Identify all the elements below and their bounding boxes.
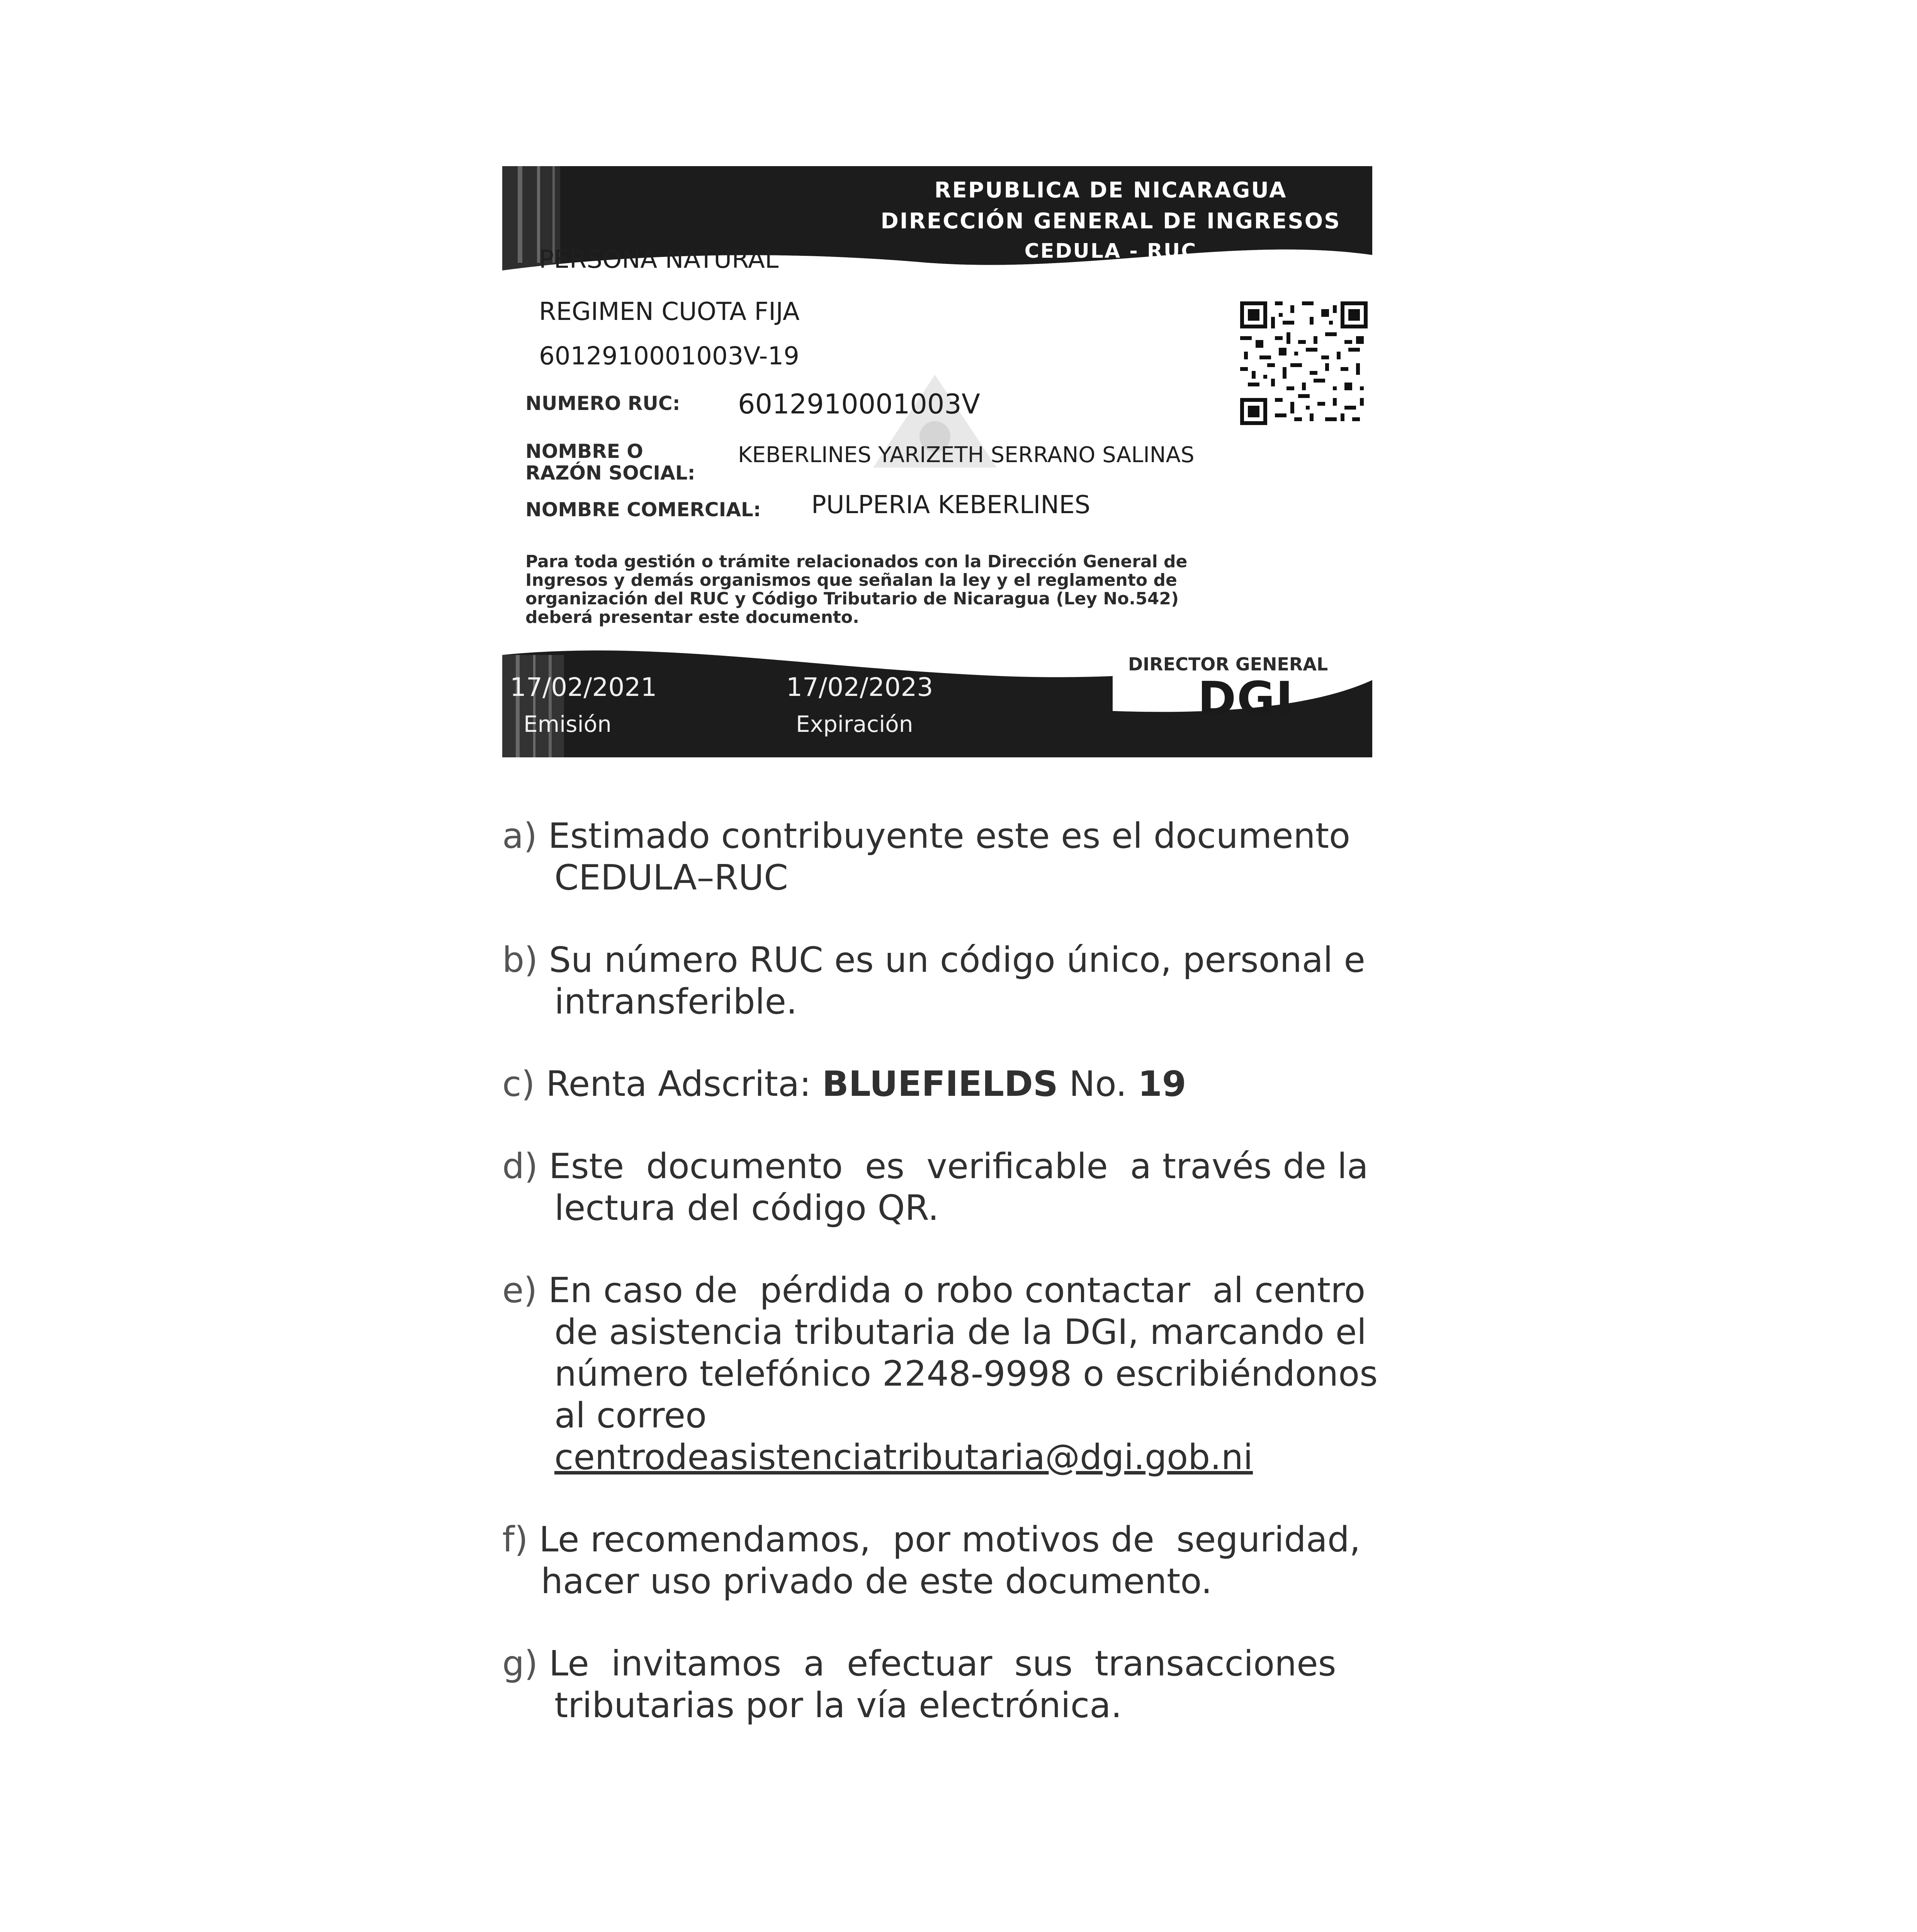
item-text: Le invitamos a efectuar sus transacciones [549,1643,1336,1684]
expiration-label: Expiración [796,711,913,737]
header-line-doc-type: CEDULA - RUC [1024,240,1197,263]
item-text-continued: lectura del código QR. [554,1188,939,1228]
notice-line: Para toda gestión o trámite relacionados con la Dirección General de [525,552,1188,571]
item-text-continued: CEDULA–RUC [554,857,788,898]
list-item-f [502,1519,1391,1602]
renta-city: BLUEFIELDS [822,1064,1058,1104]
item-text-continued: número telefónico 2248-9998 o escribiéndonos [554,1354,1378,1394]
notice-line: Ingresos y demás organismos que señalan la ley y el reglamento de [525,570,1177,590]
item-marker: a) [502,816,537,856]
commercial-name-value: PULPERIA KEBERLINES [811,491,1091,519]
emission-date: 17/02/2021 [510,672,657,702]
director-general-label: DIRECTOR GENERAL [1128,654,1328,675]
item-text: En caso de pérdida o robo contactar al centro [548,1270,1366,1311]
list-item-line [502,1146,1391,1187]
item-text-continued: hacer uso privado de este documento. [541,1561,1212,1602]
qr-code-icon [1240,301,1368,425]
item-text-continued: de asistencia tributaria de la DGI, marcando el [554,1312,1367,1352]
ruc-code-with-suffix: 6012910001003V-19 [539,342,799,371]
list-item-b [502,939,1391,1023]
regimen-type: REGIMEN CUOTA FIJA [539,298,800,326]
item-text: Estimado contribuyente este es el documento [548,816,1351,856]
list-item-line [502,1519,1391,1561]
list-item-g [502,1643,1391,1726]
renta-label: Renta Adscrita: [546,1064,811,1104]
item-text-continued: intransferible. [554,981,797,1022]
notice-line: deberá presentar este documento. [525,607,859,627]
header-line-agency: DIRECCIÓN GENERAL DE INGRESOS [880,209,1341,234]
item-marker: g) [502,1643,538,1684]
renta-no-label: No. [1069,1064,1127,1104]
item-text-continued: al correo [554,1395,707,1436]
list-item-c [502,1063,1391,1105]
item-text: Este documento es verificable a través de la [549,1146,1368,1187]
notice-line: organización del RUC y Código Tributario de Nicaragua (Ley No.542) [525,589,1179,609]
header-line-country: REPUBLICA DE NICARAGUA [934,178,1287,203]
list-item-d [502,1146,1391,1229]
item-marker: c) [502,1064,535,1104]
commercial-name-label: NOMBRE COMERCIAL: [525,498,761,521]
item-marker: f) [502,1519,528,1560]
item-marker: b) [502,940,538,980]
ruc-number-value: 6012910001003V [738,388,980,420]
list-item-e [502,1270,1391,1478]
razon-social-label [525,440,695,484]
renta-number: 19 [1138,1064,1186,1104]
expiration-date: 17/02/2023 [786,672,933,702]
persona-type: PERSONA NATURAL [539,245,779,274]
item-text-continued: tributarias por la vía electrónica. [554,1685,1122,1726]
dgi-logo-text: DGI [1198,672,1294,726]
item-marker: e) [502,1270,537,1311]
list-item-line [502,939,1391,981]
list-item-a [502,815,1391,899]
card-notice [525,553,1298,627]
support-email-link[interactable]: centrodeasistenciatributaria@dgi.gob.ni [554,1437,1253,1478]
cedula-ruc-card [502,166,1372,757]
list-item-line [502,1643,1391,1685]
razon-social-label-line-1: NOMBRE O [525,440,643,463]
information-list [502,815,1391,1767]
item-marker: d) [502,1146,538,1187]
razon-social-label-line-2: RAZÓN SOCIAL: [525,462,695,484]
item-text: Le recomendamos, por motivos de seguridad, [539,1519,1361,1560]
list-item-line [502,1063,1391,1105]
list-item-line [502,1270,1391,1311]
item-text: Su número RUC es un código único, personal e [549,940,1365,980]
ruc-number-label: NUMERO RUC: [525,392,680,415]
list-item-line [502,815,1391,857]
emission-label: Emisión [523,711,612,737]
razon-social-value: KEBERLINES YARIZETH SERRANO SALINAS [738,442,1195,468]
